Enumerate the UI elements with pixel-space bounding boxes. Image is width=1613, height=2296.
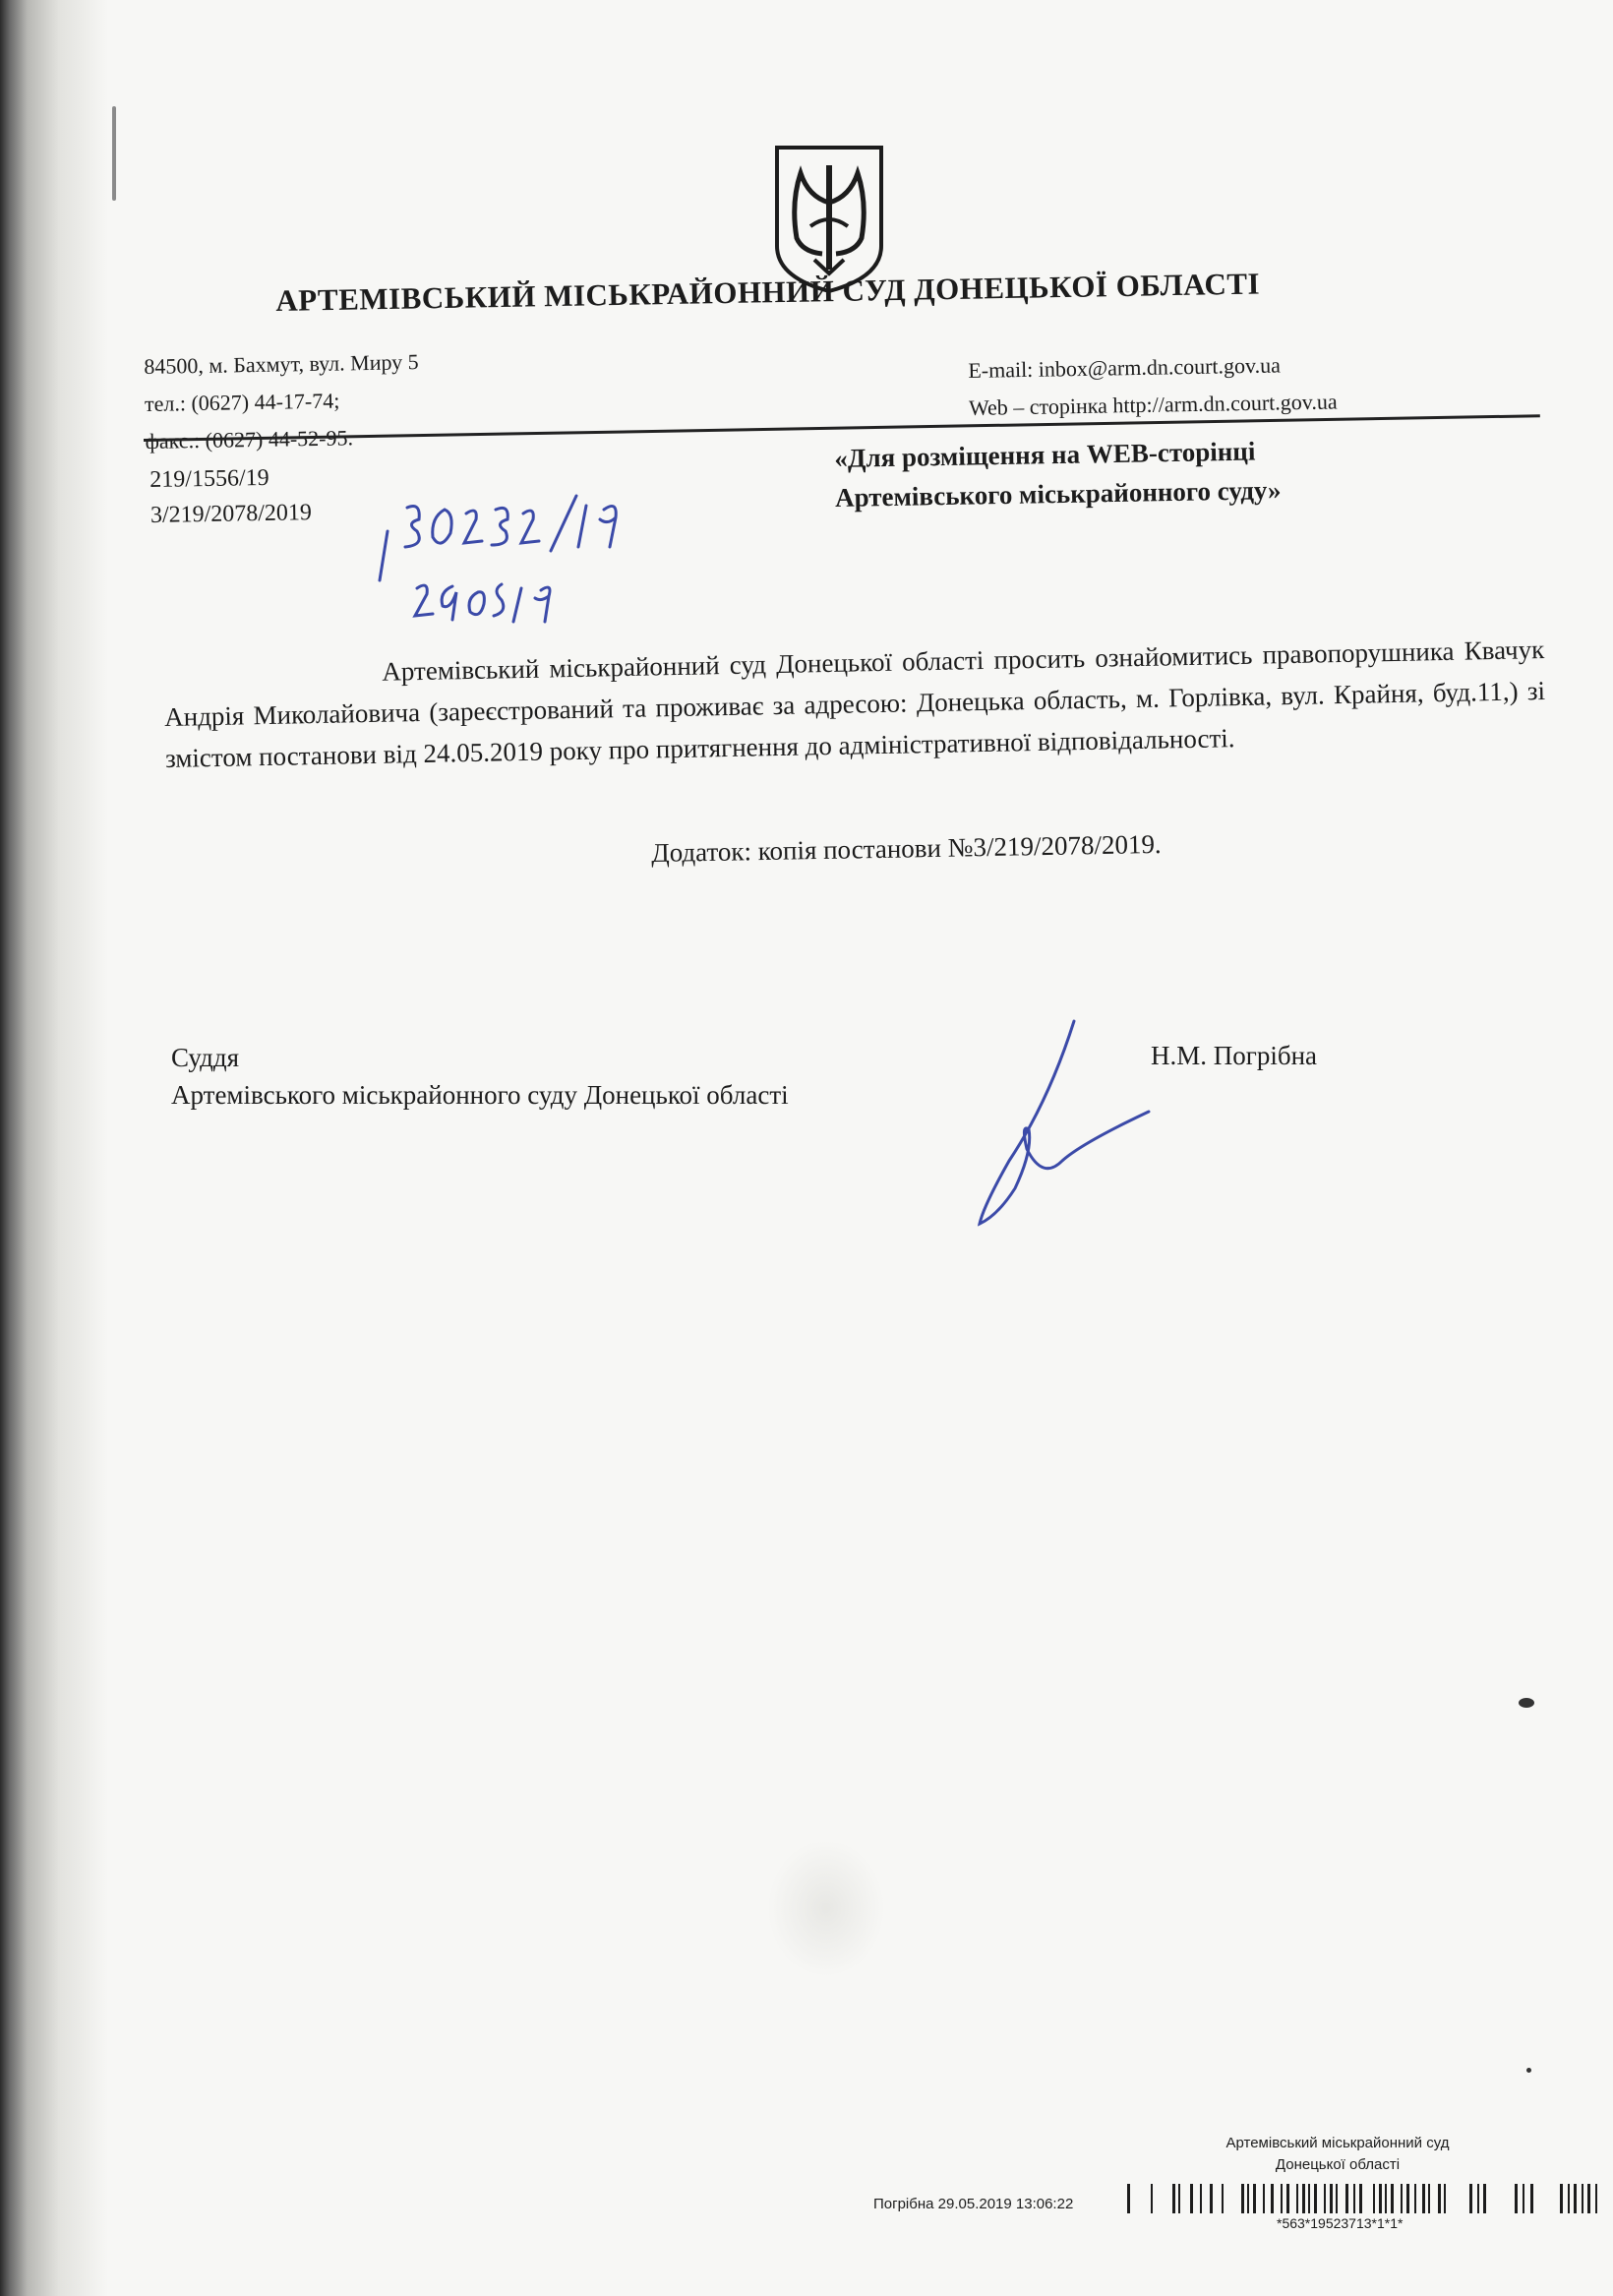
reference-numbers bbox=[149, 459, 312, 533]
email: E-mail: inbox@arm.dn.court.gov.ua bbox=[968, 352, 1282, 383]
appendix-line: Додаток: копія постанови №3/219/2078/2019. bbox=[651, 828, 1162, 868]
fax: факс.: (0627) 44-52-95. bbox=[145, 425, 354, 453]
judge-name: Н.М. Погрібна bbox=[1151, 1041, 1318, 1070]
judge-court: Артемівського міськрайонного суду Донецької області bbox=[171, 1080, 789, 1110]
signature-block bbox=[171, 1039, 789, 1114]
stamp-court-line-2: Донецької області bbox=[1275, 2156, 1401, 2173]
barcode-number: *563*19523713*1*1* bbox=[1277, 2215, 1404, 2231]
document-barcode bbox=[1127, 2182, 1609, 2215]
ink-speck bbox=[1526, 2068, 1531, 2073]
web-address: Web – сторінка http://arm.dn.court.gov.ua bbox=[968, 389, 1338, 420]
body-paragraph: Артемівський міськрайонний суд Донецької області просить ознайомитись правопорушника Квачук Андрія Миколайовича (зареєстрований та проживає за адресою: Донецька область, м. Горлівка, вул. Крайня, буд.11,) зі змістом постанови від 24.05.2019 року про притягнення до адміністративної відповідальності. bbox=[163, 634, 1546, 773]
scan-edge-shadow bbox=[0, 0, 108, 2296]
court-title: АРТЕМІВСЬКИЙ МІСЬКРАЙОННИЙ СУД ДОНЕЦЬКОЇ ОБЛАСТІ bbox=[275, 266, 1261, 318]
web-note-line-2: Артемівського міськрайонного суду» bbox=[834, 475, 1282, 513]
coat-of-arms-icon bbox=[771, 144, 887, 293]
web-note-line-1: «Для розміщення на WEB-сторінці bbox=[834, 436, 1256, 473]
case-number-1: 219/1556/19 bbox=[149, 464, 269, 493]
web-placement-note bbox=[834, 431, 1282, 517]
contact-left bbox=[144, 343, 420, 460]
phone: тел.: (0627) 44-17-74; bbox=[144, 388, 340, 416]
judge-signature bbox=[954, 1013, 1170, 1239]
case-number-2: 3/219/2078/2019 bbox=[149, 500, 313, 528]
letter-body bbox=[163, 629, 1546, 779]
handwritten-registration-note bbox=[376, 462, 671, 649]
binder-mark bbox=[112, 106, 116, 201]
stamp-signer-time: Погрібна 29.05.2019 13:06:22 bbox=[873, 2196, 1074, 2212]
electronic-stamp-court bbox=[1220, 2133, 1456, 2176]
judge-title: Суддя bbox=[171, 1043, 240, 1072]
ink-speck bbox=[1519, 1698, 1534, 1708]
address: 84500, м. Бахмут, вул. Миру 5 bbox=[144, 349, 419, 379]
contact-right bbox=[968, 345, 1338, 427]
stamp-court-line-1: Артемівський міськрайонний суд bbox=[1225, 2135, 1450, 2151]
scan-smudge bbox=[767, 1840, 885, 1977]
